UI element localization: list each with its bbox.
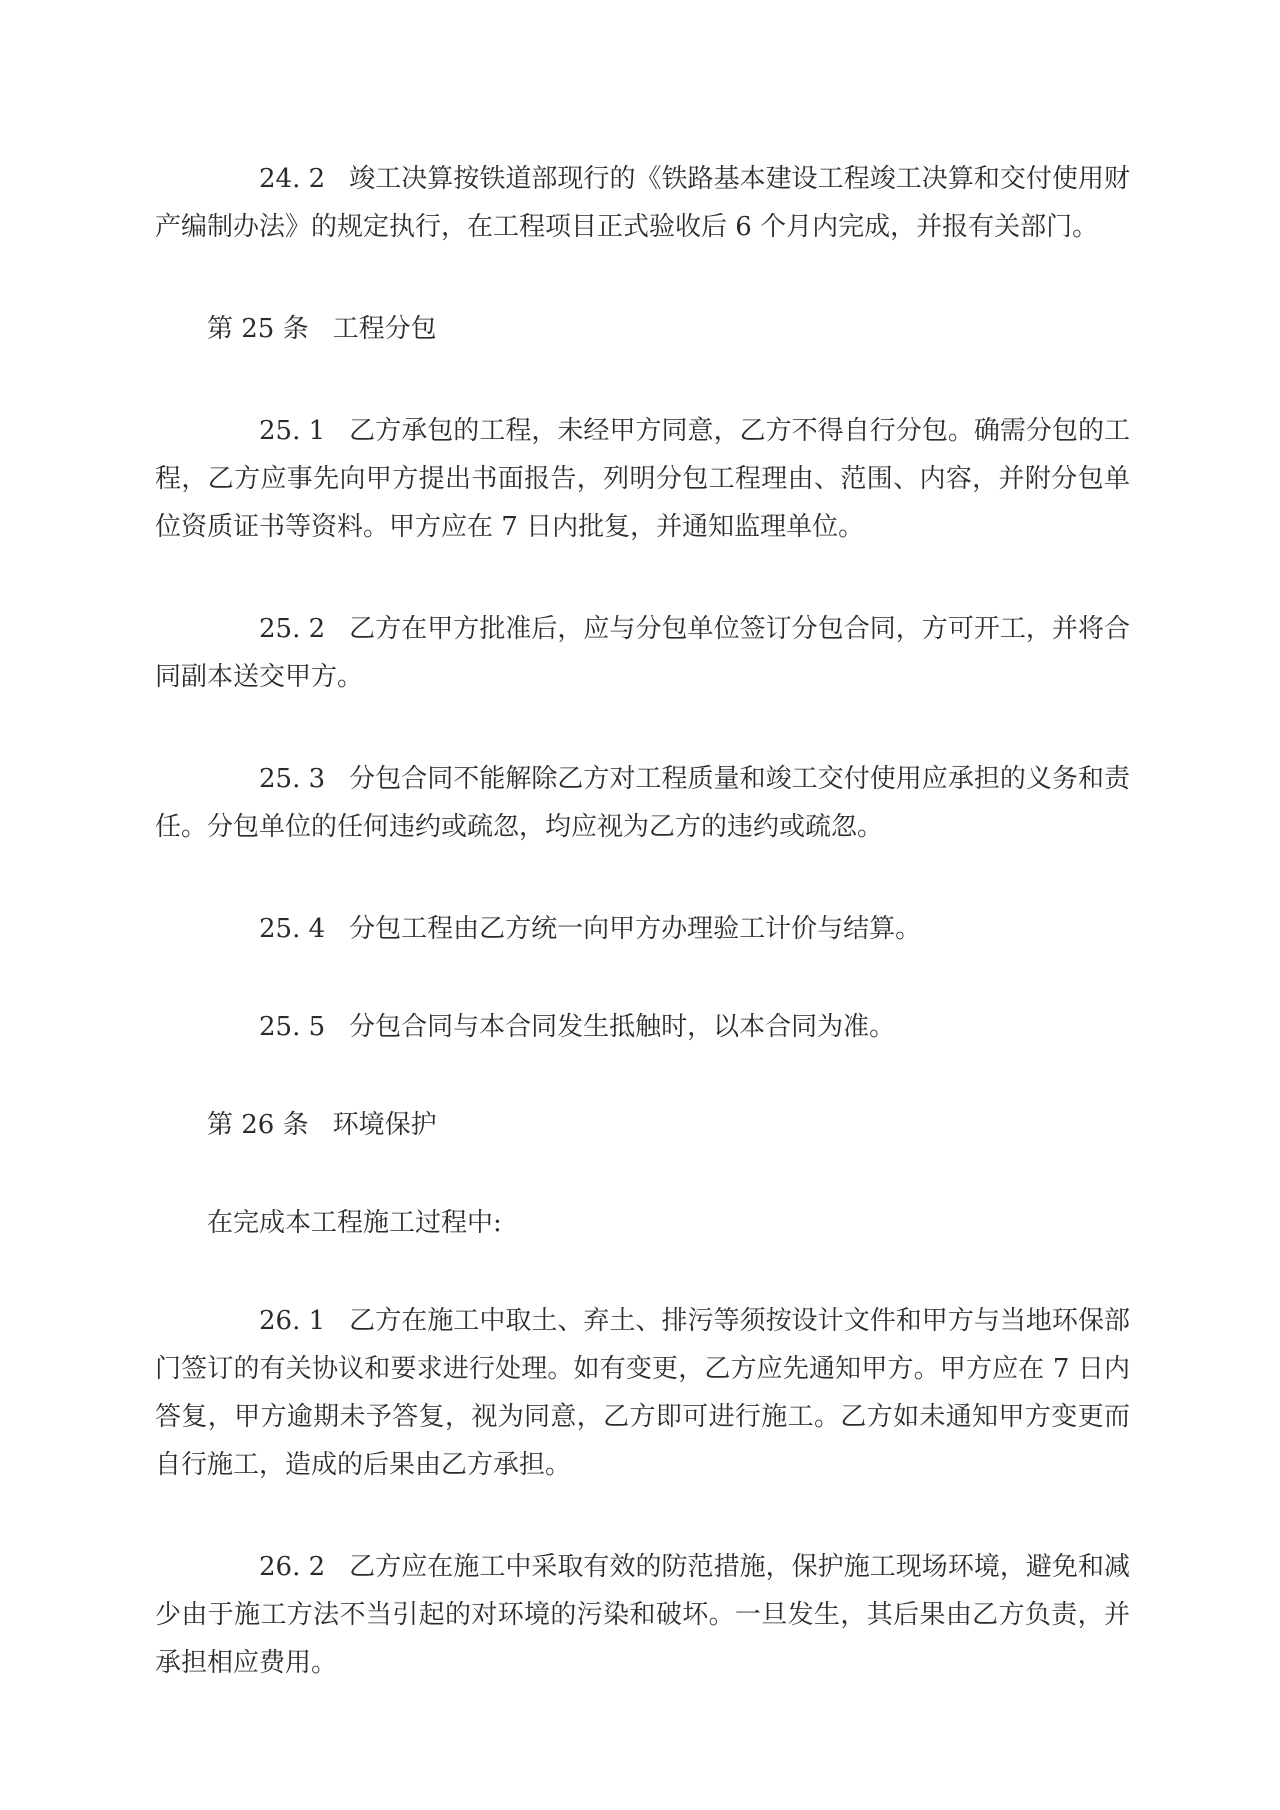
clause-text: 竣工决算按铁道部现行的《铁路基本建设工程竣工决算和交付使用财产编制办法》的规定执行，在工程项目正式验收后 6 个月内完成，并报有关部门。 xyxy=(155,164,1130,242)
clause-number: 25. 3 xyxy=(259,764,326,794)
clause-25-1 xyxy=(155,407,1130,551)
clause-number: 25. 4 xyxy=(259,914,326,944)
clause-text: 分包合同与本合同发生抵触时，以本合同为准。 xyxy=(349,1012,896,1042)
clause-text: 分包合同不能解除乙方对工程质量和竣工交付使用应承担的义务和责任。分包单位的任何违约或疏忽，均应视为乙方的违约或疏忽。 xyxy=(155,764,1130,842)
clause-text: 乙方应在施工中采取有效的防范措施，保护施工现场环境，避免和减少由于施工方法不当引起的对环境的污染和破坏。一旦发生，其后果由乙方负责，并承担相应费用。 xyxy=(155,1552,1130,1678)
clause-text: 分包工程由乙方统一向甲方办理验工计价与结算。 xyxy=(349,914,922,944)
article-title: 环境保护 xyxy=(332,1110,437,1140)
article-number: 第 26 条 xyxy=(207,1110,309,1140)
clause-25-2 xyxy=(155,605,1130,701)
clause-number: 26. 2 xyxy=(259,1552,326,1582)
clause-number: 26. 1 xyxy=(259,1306,326,1336)
clause-26-1 xyxy=(155,1297,1130,1489)
clause-text: 乙方在甲方批准后，应与分包单位签订分包合同，方可开工，并将合同副本送交甲方。 xyxy=(155,614,1130,692)
clause-26-2 xyxy=(155,1543,1130,1687)
document-body xyxy=(155,155,1130,1687)
clause-text: 乙方在施工中取土、弃土、排污等须按设计文件和甲方与当地环保部门签订的有关协议和要求进行处理。如有变更，乙方应先通知甲方。甲方应在 7 日内答复，甲方逾期未予答复，视为同意，乙方即可进行施工。乙方如未通知甲方变更而自行施工，造成的后果由乙方承担。 xyxy=(155,1306,1130,1480)
clause-text: 乙方承包的工程，未经甲方同意，乙方不得自行分包。确需分包的工程，乙方应事先向甲方提出书面报告，列明分包工程理由、范围、内容，并附分包单位资质证书等资料。甲方应在 7 日内批复，并通知监理单位。 xyxy=(155,416,1130,542)
clause-number: 25. 5 xyxy=(259,1012,326,1042)
article-25-heading xyxy=(155,305,1130,353)
intro-text: 在完成本工程施工过程中: xyxy=(207,1208,502,1238)
clause-25-3 xyxy=(155,755,1130,851)
clause-number: 25. 2 xyxy=(259,614,326,644)
clause-number: 25. 1 xyxy=(259,416,326,446)
clause-number: 24. 2 xyxy=(259,164,326,194)
clause-25-4 xyxy=(155,905,1130,953)
clause-24-2 xyxy=(155,155,1130,251)
article-26-intro xyxy=(155,1199,1130,1247)
clause-25-5 xyxy=(155,1003,1130,1051)
article-number: 第 25 条 xyxy=(207,314,309,344)
article-title: 工程分包 xyxy=(332,314,437,344)
article-26-heading xyxy=(155,1101,1130,1149)
